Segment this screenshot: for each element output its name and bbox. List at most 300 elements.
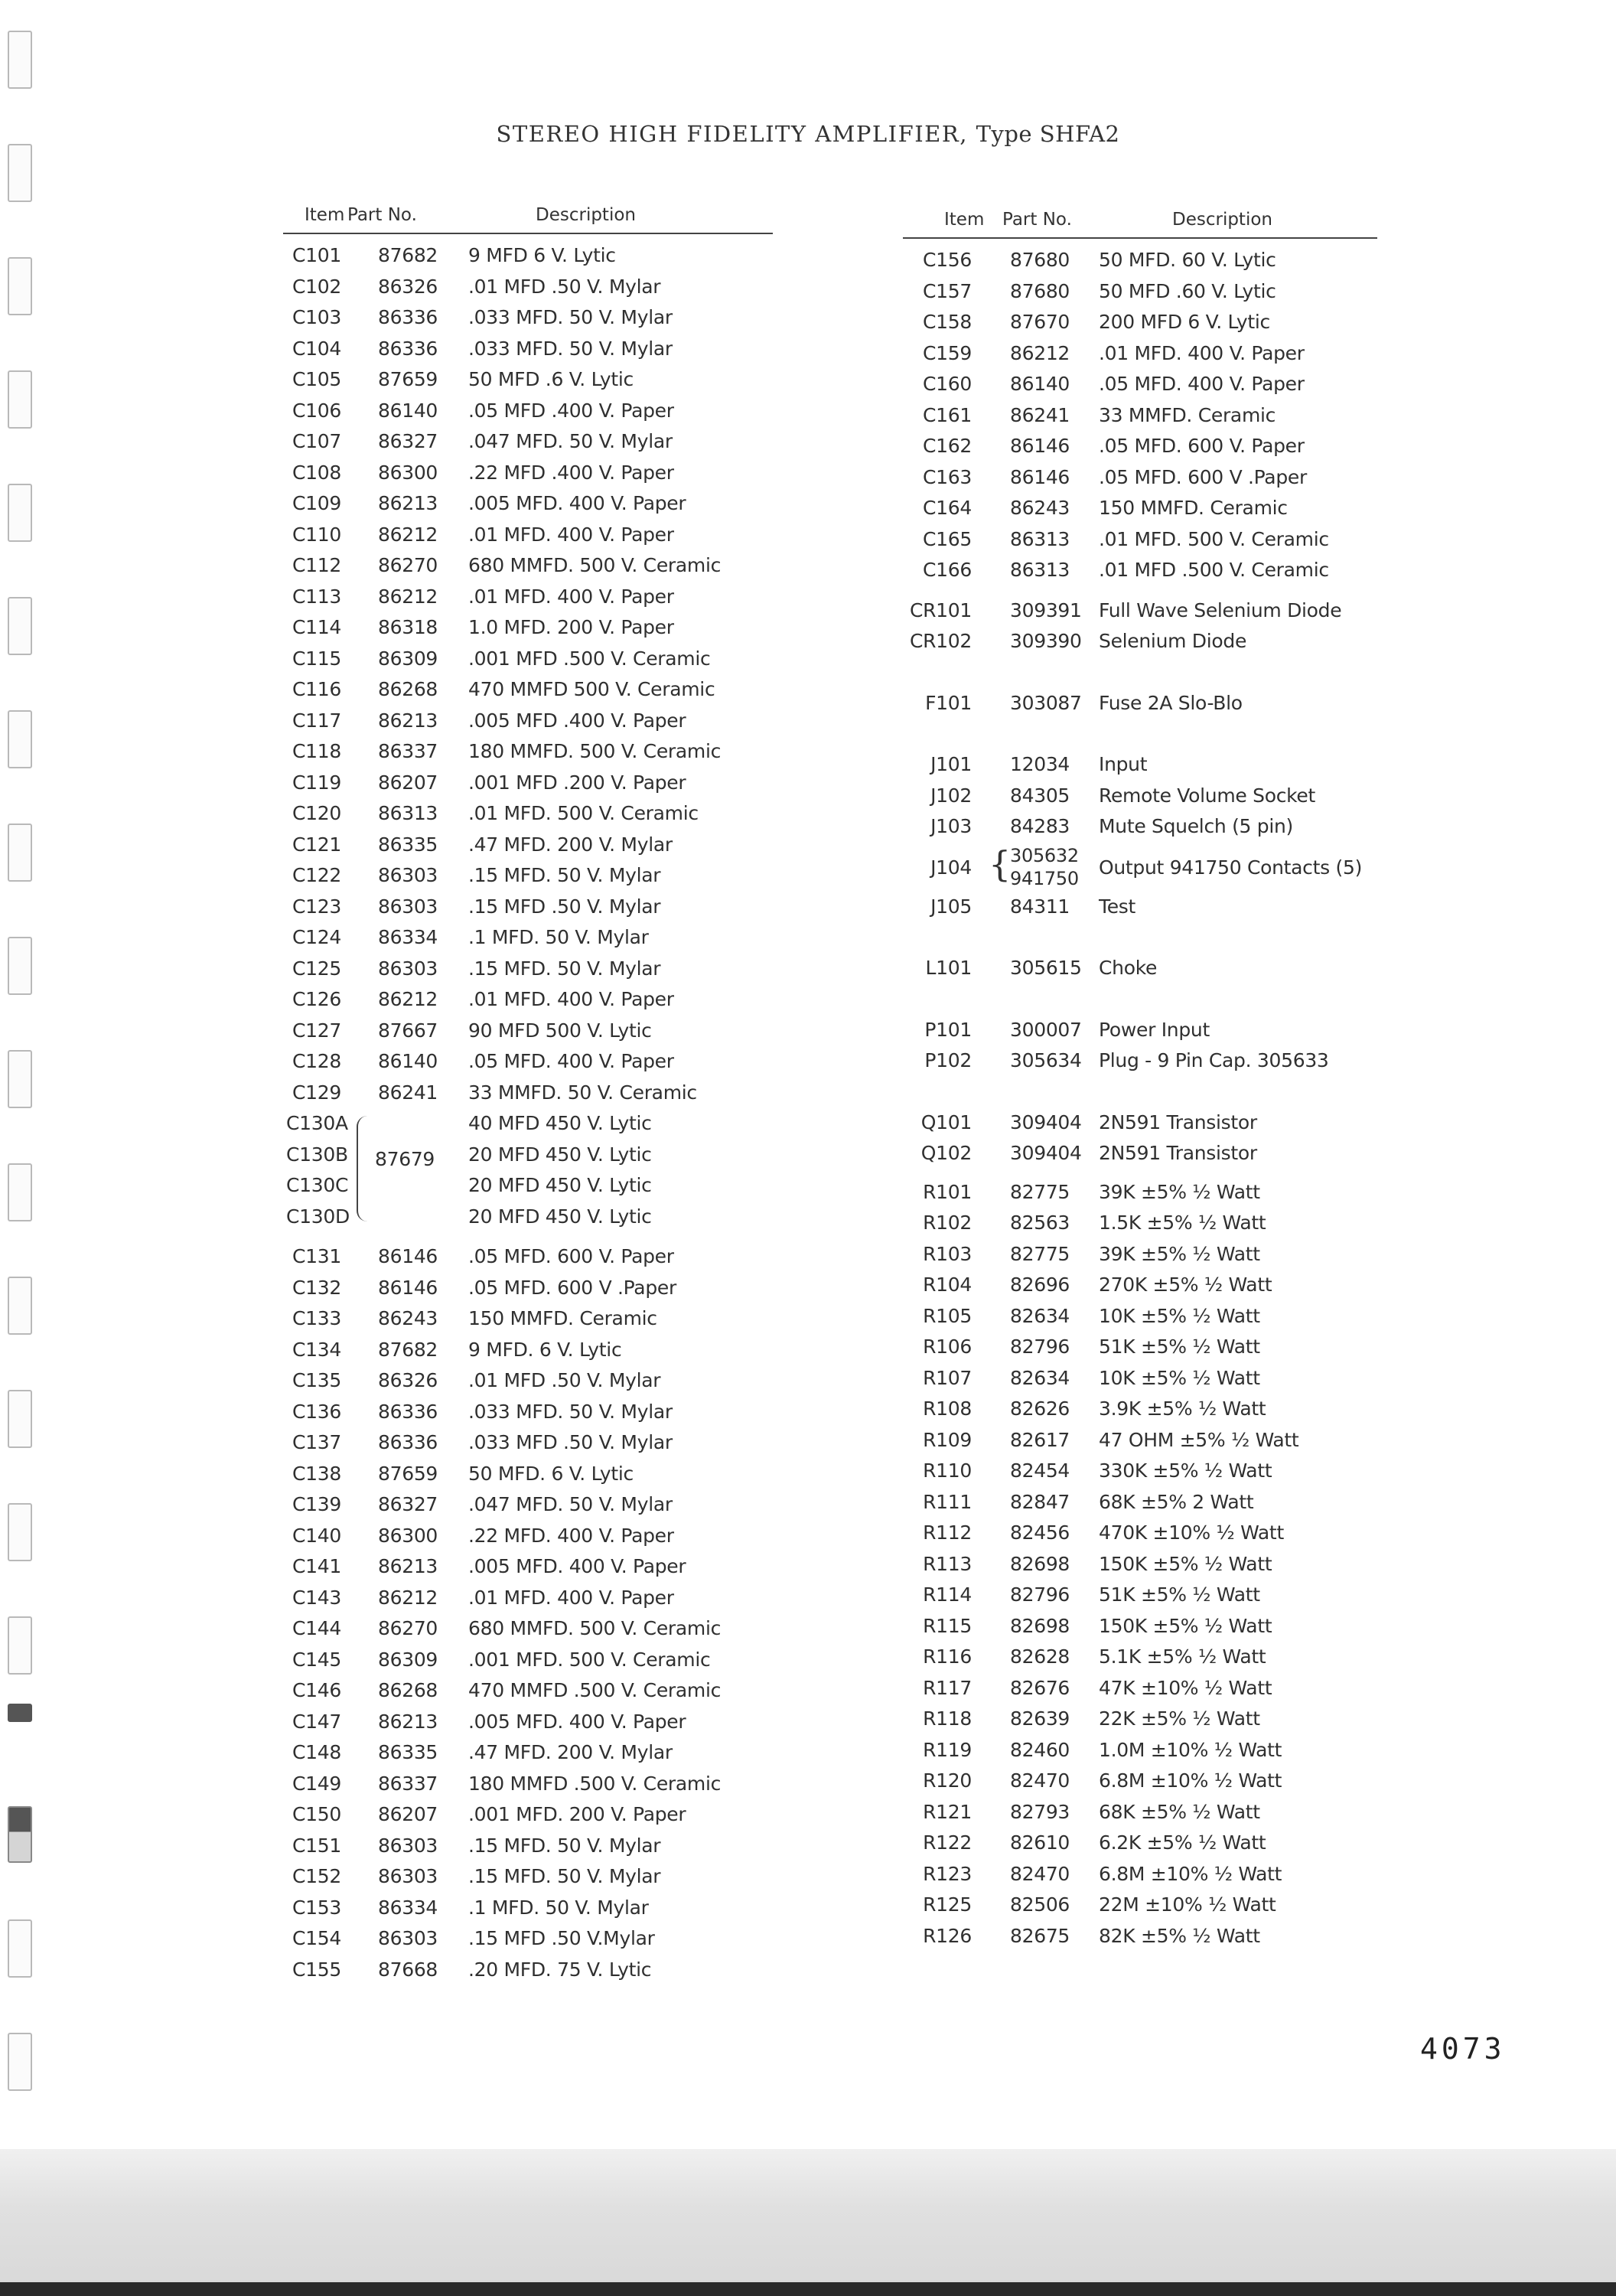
- description: 6.8M ±10% ½ Watt: [1099, 1862, 1282, 1885]
- item-code: R126: [923, 1924, 972, 1947]
- description: 22M ±10% ½ Watt: [1099, 1893, 1276, 1916]
- item-code: C159: [923, 341, 972, 364]
- column-header: [283, 201, 773, 233]
- row-gap: [903, 984, 1377, 1015]
- part-row: [903, 431, 1377, 462]
- description: 5.1K ±5% ½ Watt: [1099, 1645, 1266, 1668]
- item-code: C148: [292, 1741, 341, 1763]
- part-row: [903, 1425, 1377, 1456]
- part-row: [283, 1459, 773, 1490]
- binder-tabs: [8, 31, 35, 2051]
- description: 6.8M ±10% ½ Watt: [1099, 1769, 1282, 1792]
- description: .05 MFD. 600 V. Paper: [468, 1245, 674, 1267]
- item-code: C162: [923, 435, 972, 457]
- description: .005 MFD .400 V. Paper: [468, 709, 686, 732]
- part-row: [283, 1955, 773, 1986]
- part-number: 86303: [378, 1834, 438, 1857]
- item-code: C127: [292, 1019, 341, 1042]
- part-row: [283, 550, 773, 582]
- part-number: 82617: [1010, 1428, 1070, 1451]
- description: .001 MFD. 200 V. Paper: [468, 1803, 686, 1825]
- part-number: 86270: [378, 1617, 438, 1639]
- part-row: [283, 302, 773, 334]
- binder-tab: [8, 1390, 32, 1448]
- part-row: [283, 892, 773, 923]
- item-code: C110: [292, 523, 341, 546]
- header-item: Item: [944, 210, 985, 230]
- page-title: [0, 121, 1616, 147]
- item-code: C114: [292, 616, 341, 638]
- header-description: Description: [536, 205, 636, 225]
- item-code: R120: [923, 1769, 972, 1792]
- part-number: 87682: [378, 244, 438, 266]
- fuse-rows: [903, 688, 1377, 719]
- part-number: 86336: [378, 1400, 438, 1423]
- item-code: C115: [292, 647, 341, 670]
- binder-tab: [8, 257, 32, 315]
- part-number: 82470: [1010, 1769, 1070, 1792]
- item-code: C147: [292, 1710, 341, 1733]
- description: .05 MFD. 400 V. Paper: [468, 1050, 674, 1072]
- item-code: P101: [924, 1018, 972, 1041]
- binder-tab: [8, 710, 32, 768]
- part-row: [903, 1363, 1377, 1394]
- part-row: [283, 644, 773, 675]
- part-row: [283, 1521, 773, 1552]
- item-code: Q101: [920, 1110, 972, 1133]
- part-number: 86303: [378, 1865, 438, 1887]
- item-code: R111: [923, 1490, 972, 1513]
- item-code: R114: [923, 1583, 972, 1606]
- item-code: C120: [292, 802, 341, 824]
- item-code: J104: [930, 856, 972, 879]
- part-number: 82460: [1010, 1738, 1070, 1761]
- part-number: 82456: [1010, 1521, 1070, 1544]
- c130-group: [283, 1108, 773, 1232]
- item-code: J103: [930, 815, 972, 837]
- item-code: C134: [292, 1338, 341, 1361]
- item-code: R113: [923, 1552, 972, 1575]
- description: 330K ±5% ½ Watt: [1099, 1459, 1272, 1482]
- choke-rows: [903, 953, 1377, 984]
- part-row: [903, 555, 1377, 586]
- item-code: R102: [923, 1212, 972, 1234]
- description: 150 MMFD. Ceramic: [1099, 497, 1288, 519]
- part-row: [283, 240, 773, 272]
- part-row: [283, 1675, 773, 1707]
- binder-tab: [8, 1163, 32, 1221]
- part-number: 305615: [1010, 957, 1082, 979]
- item-code: F101: [925, 691, 972, 714]
- description: .01 MFD. 400 V. Paper: [468, 585, 674, 608]
- j104-parts: [1010, 844, 1079, 890]
- item-code: C113: [292, 585, 341, 608]
- part-number: 303087: [1010, 691, 1082, 714]
- part-number: 86213: [378, 709, 438, 732]
- part-number: 305632: [1010, 844, 1079, 866]
- description: 50 MFD. 60 V. Lytic: [1099, 249, 1276, 271]
- part-number: 82639: [1010, 1707, 1070, 1730]
- description: .047 MFD. 50 V. Mylar: [468, 1493, 673, 1515]
- part-row: [283, 1335, 773, 1366]
- item-code: C112: [292, 554, 341, 576]
- part-number: 86212: [378, 585, 438, 608]
- part-number: 86303: [378, 895, 438, 918]
- description: 47 OHM ±5% ½ Watt: [1099, 1428, 1299, 1451]
- part-number: 86335: [378, 833, 438, 856]
- part-row: [283, 1707, 773, 1738]
- item-code: C151: [292, 1834, 341, 1857]
- part-row: [903, 493, 1377, 524]
- part-number: 82698: [1010, 1552, 1070, 1575]
- left-rows-b: [283, 1241, 773, 1985]
- part-number: 87659: [378, 1462, 438, 1485]
- item-code: R104: [923, 1274, 972, 1296]
- part-row: [283, 458, 773, 489]
- item-code: R105: [923, 1304, 972, 1327]
- item-code: C146: [292, 1679, 341, 1701]
- part-number: 86268: [378, 1679, 438, 1701]
- item-code: R116: [923, 1645, 972, 1668]
- brace: {: [989, 843, 1011, 885]
- diode-rows: [903, 595, 1377, 657]
- description: Remote Volume Socket: [1099, 784, 1316, 807]
- part-number: 82610: [1010, 1831, 1070, 1854]
- description: .05 MFD. 600 V. Paper: [1099, 435, 1305, 457]
- jack-rows: [903, 749, 1377, 843]
- description: 50 MFD .6 V. Lytic: [468, 368, 634, 390]
- description: Input: [1099, 753, 1148, 775]
- item-code: C133: [292, 1307, 341, 1329]
- description: 50 MFD .60 V. Lytic: [1099, 279, 1276, 302]
- part-number: 84283: [1010, 815, 1070, 837]
- description: 39K ±5% ½ Watt: [1099, 1242, 1260, 1265]
- part-row: [283, 1861, 773, 1893]
- description: 20 MFD 450 V. Lytic: [468, 1174, 652, 1196]
- scan-edge: [0, 2282, 1616, 2296]
- part-row: [283, 364, 773, 396]
- description: 9 MFD. 6 V. Lytic: [468, 1338, 622, 1361]
- part-row: [283, 706, 773, 737]
- part-row: [903, 369, 1377, 400]
- description: .005 MFD. 400 V. Paper: [468, 1710, 686, 1733]
- description: 68K ±5% 2 Watt: [1099, 1490, 1254, 1513]
- description: 33 MMFD. 50 V. Ceramic: [468, 1081, 697, 1104]
- binder-tab: [8, 31, 32, 89]
- description: 90 MFD 500 V. Lytic: [468, 1019, 652, 1042]
- description: .047 MFD. 50 V. Mylar: [468, 430, 673, 452]
- description: .05 MFD. 400 V. Paper: [1099, 373, 1305, 395]
- part-row: [283, 1645, 773, 1676]
- item-code: C156: [923, 249, 972, 271]
- description: 3.9K ±5% ½ Watt: [1099, 1397, 1266, 1420]
- part-row: [283, 1273, 773, 1304]
- description: .01 MFD .50 V. Mylar: [468, 1369, 661, 1391]
- part-number: 86313: [1010, 559, 1070, 581]
- description: .001 MFD .500 V. Ceramic: [468, 647, 711, 670]
- description: Choke: [1099, 957, 1158, 979]
- part-row: [283, 1737, 773, 1769]
- description: .01 MFD. 400 V. Paper: [468, 988, 674, 1010]
- part-number: 309390: [1010, 630, 1082, 652]
- item-code: Q102: [920, 1142, 972, 1164]
- row-gap: [903, 586, 1377, 595]
- description: 180 MMFD .500 V. Ceramic: [468, 1772, 722, 1795]
- part-number: 86335: [378, 1741, 438, 1763]
- part-row: [283, 1365, 773, 1397]
- item-code: R125: [923, 1893, 972, 1916]
- part-row: [903, 1239, 1377, 1270]
- item-code: C141: [292, 1555, 341, 1577]
- description: .15 MFD. 50 V. Mylar: [468, 864, 661, 886]
- item-code: R106: [923, 1336, 972, 1358]
- binder-tab: [8, 144, 32, 202]
- part-number: 86146: [1010, 435, 1070, 457]
- description: 9 MFD 6 V. Lytic: [468, 244, 616, 266]
- binder-tab: [8, 2033, 32, 2091]
- description: 270K ±5% ½ Watt: [1099, 1274, 1272, 1296]
- item-code: J101: [930, 753, 972, 775]
- binder-tab: [8, 1704, 32, 1722]
- part-row: [903, 1859, 1377, 1890]
- part-number: 86212: [378, 988, 438, 1010]
- part-row: [903, 1797, 1377, 1828]
- item-code: C137: [292, 1431, 341, 1453]
- item-code: C117: [292, 709, 341, 732]
- item-code: R110: [923, 1459, 972, 1482]
- part-number: 86243: [378, 1307, 438, 1329]
- description: Fuse 2A Slo-Blo: [1099, 691, 1243, 714]
- part-number: 86212: [378, 1586, 438, 1609]
- description: 82K ±5% ½ Watt: [1099, 1924, 1260, 1947]
- description: .15 MFD .50 V. Mylar: [468, 895, 661, 918]
- column-header: [903, 205, 1377, 237]
- part-number: 87682: [378, 1338, 438, 1361]
- group-part: 87679: [375, 1148, 435, 1170]
- item-code: R115: [923, 1614, 972, 1637]
- description: .033 MFD. 50 V. Mylar: [468, 337, 673, 360]
- part-number: 86303: [378, 1927, 438, 1949]
- description: 68K ±5% ½ Watt: [1099, 1800, 1260, 1823]
- description: .15 MFD. 50 V. Mylar: [468, 957, 661, 980]
- header-description: Description: [1172, 210, 1272, 230]
- item-code: CR102: [909, 630, 972, 652]
- binder-tab: [8, 823, 32, 882]
- part-number: 86318: [378, 616, 438, 638]
- part-row: [903, 1828, 1377, 1859]
- description: 50 MFD. 6 V. Lytic: [468, 1462, 634, 1485]
- parts-table-right: [903, 245, 1377, 1952]
- item-code: R101: [923, 1180, 972, 1203]
- item-code: R123: [923, 1862, 972, 1885]
- parts-table-left: [283, 240, 773, 1985]
- part-number: 82634: [1010, 1366, 1070, 1389]
- item-code: C166: [923, 559, 972, 581]
- part-row: [903, 1890, 1377, 1921]
- part-row: [283, 1427, 773, 1459]
- description: 51K ±5% ½ Watt: [1099, 1336, 1260, 1358]
- description: Selenium Diode: [1099, 630, 1247, 652]
- description: 39K ±5% ½ Watt: [1099, 1180, 1260, 1203]
- transistor-rows: [903, 1107, 1377, 1169]
- part-row: [903, 749, 1377, 781]
- part-row: [903, 892, 1377, 923]
- description: .033 MFD .50 V. Mylar: [468, 1431, 673, 1453]
- description: .15 MFD. 50 V. Mylar: [468, 1834, 661, 1857]
- part-row: [283, 488, 773, 520]
- part-number: 86207: [378, 1803, 438, 1825]
- item-code: J105: [930, 895, 972, 918]
- part-number: 82626: [1010, 1397, 1070, 1420]
- part-row: [903, 595, 1377, 627]
- row-gap: [903, 922, 1377, 953]
- part-number: 86327: [378, 1493, 438, 1515]
- part-number: 86313: [378, 802, 438, 824]
- part-number: 86300: [378, 1524, 438, 1547]
- binder-tab: [8, 1616, 32, 1675]
- description: 470K ±10% ½ Watt: [1099, 1521, 1284, 1544]
- part-number: 86146: [378, 1276, 438, 1299]
- j104-row: [903, 843, 1377, 892]
- part-row: [283, 1016, 773, 1047]
- part-row: [283, 1583, 773, 1614]
- item-code: C130B: [286, 1143, 348, 1166]
- part-row: [903, 1332, 1377, 1363]
- part-number: 86336: [378, 1431, 438, 1453]
- part-row: [903, 245, 1377, 276]
- title-main: STEREO HIGH FIDELITY AMPLIFIER,: [496, 121, 968, 147]
- part-row: [903, 1177, 1377, 1208]
- part-row: [283, 1923, 773, 1955]
- description: .22 MFD .400 V. Paper: [468, 461, 674, 484]
- item-code: C122: [292, 864, 341, 886]
- part-number: 300007: [1010, 1018, 1082, 1041]
- item-code: L101: [925, 957, 972, 979]
- part-row: [283, 1799, 773, 1831]
- header-part-no: Part No.: [347, 205, 417, 225]
- part-row: [283, 674, 773, 706]
- description: Power Input: [1099, 1018, 1210, 1041]
- part-row: [283, 334, 773, 365]
- part-row: [903, 811, 1377, 843]
- part-row: [903, 1138, 1377, 1169]
- page-number: 4073: [1420, 2032, 1506, 2066]
- item-code: CR101: [909, 598, 972, 621]
- part-row: [903, 462, 1377, 494]
- description: Test: [1099, 895, 1136, 918]
- item-code: C143: [292, 1586, 341, 1609]
- description: .033 MFD. 50 V. Mylar: [468, 1400, 673, 1423]
- part-number: 82775: [1010, 1242, 1070, 1265]
- item-code: C103: [292, 306, 341, 328]
- part-row: [283, 798, 773, 830]
- part-number: 86327: [378, 430, 438, 452]
- part-number: 87680: [1010, 249, 1070, 271]
- item-code: C152: [292, 1865, 341, 1887]
- description: .05 MFD. 600 V .Paper: [468, 1276, 676, 1299]
- description: .01 MFD .500 V. Ceramic: [1099, 559, 1329, 581]
- plug-rows: [903, 1015, 1377, 1077]
- description: Mute Squelch (5 pin): [1099, 815, 1294, 837]
- part-row: [903, 307, 1377, 338]
- part-number: 86146: [378, 1245, 438, 1267]
- part-number: 309404: [1010, 1142, 1082, 1164]
- left-rows-a: [283, 240, 773, 1108]
- part-number: 82675: [1010, 1924, 1070, 1947]
- part-number: 82506: [1010, 1893, 1070, 1916]
- part-row: [283, 830, 773, 861]
- part-row: [283, 1831, 773, 1862]
- part-number: 87670: [1010, 311, 1070, 333]
- jack-rows: [903, 892, 1377, 923]
- part-row: [903, 1766, 1377, 1797]
- part-number: 84311: [1010, 895, 1070, 918]
- part-row: [283, 1241, 773, 1273]
- item-code: J102: [930, 784, 972, 807]
- item-code: C126: [292, 988, 341, 1010]
- item-code: C150: [292, 1803, 341, 1825]
- description: 1.5K ±5% ½ Watt: [1099, 1212, 1266, 1234]
- binder-tab: [8, 370, 32, 429]
- part-row: [903, 1394, 1377, 1425]
- description: .01 MFD. 500 V. Ceramic: [1099, 527, 1329, 550]
- description: 10K ±5% ½ Watt: [1099, 1304, 1260, 1327]
- description: 200 MFD 6 V. Lytic: [1099, 311, 1270, 333]
- part-number: 86303: [378, 864, 438, 886]
- part-row: [283, 1769, 773, 1800]
- part-row: [283, 1893, 773, 1924]
- item-code: C105: [292, 368, 341, 390]
- part-number: 82696: [1010, 1274, 1070, 1296]
- description: .22 MFD. 400 V. Paper: [468, 1524, 674, 1547]
- binder-tab: [8, 1050, 32, 1108]
- description: .47 MFD. 200 V. Mylar: [468, 833, 673, 856]
- part-row: [903, 1301, 1377, 1332]
- title-type: Type SHFA2: [976, 121, 1120, 147]
- item-code: C106: [292, 399, 341, 422]
- description: .005 MFD. 400 V. Paper: [468, 492, 686, 514]
- part-number: 82847: [1010, 1490, 1070, 1513]
- description: .47 MFD. 200 V. Mylar: [468, 1741, 673, 1763]
- part-number: 86212: [378, 523, 438, 546]
- part-number: 82793: [1010, 1800, 1070, 1823]
- item-code: C140: [292, 1524, 341, 1547]
- part-row: [283, 1613, 773, 1645]
- item-code: C125: [292, 957, 341, 980]
- item-code: R119: [923, 1738, 972, 1761]
- part-number: 86241: [378, 1081, 438, 1104]
- part-row: [283, 396, 773, 427]
- item-code: C124: [292, 926, 341, 948]
- description: 33 MMFD. Ceramic: [1099, 403, 1276, 426]
- part-number: 86241: [1010, 403, 1070, 426]
- part-row: [903, 1921, 1377, 1952]
- binder-tab: [8, 1806, 32, 1863]
- part-row: [903, 1487, 1377, 1518]
- part-number: 82676: [1010, 1676, 1070, 1699]
- description: 470 MMFD 500 V. Ceramic: [468, 678, 715, 700]
- part-number: 86336: [378, 306, 438, 328]
- row-gap: [903, 1169, 1377, 1177]
- item-code: R107: [923, 1366, 972, 1389]
- item-code: C138: [292, 1462, 341, 1485]
- part-row: [903, 1704, 1377, 1735]
- part-number: 86313: [1010, 527, 1070, 550]
- part-number: 86213: [378, 1555, 438, 1577]
- part-row: [903, 781, 1377, 812]
- part-number: 82634: [1010, 1304, 1070, 1327]
- item-code: C128: [292, 1050, 341, 1072]
